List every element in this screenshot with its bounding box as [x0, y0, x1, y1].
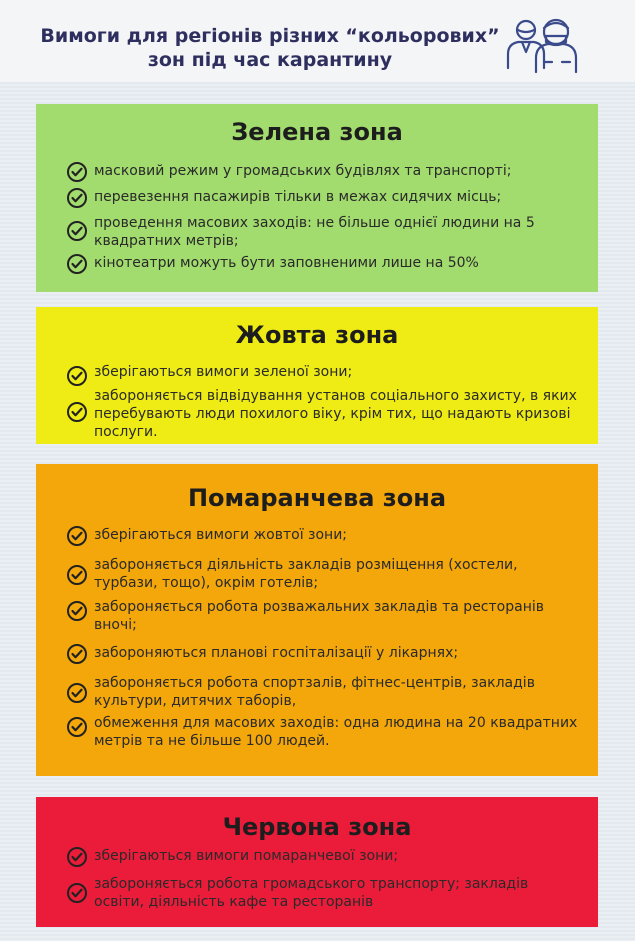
list-item: забороняється діяльність закладів розміщення (хостели, турбази, тощо), окрім готелів;	[66, 556, 580, 592]
green-zone-title: Зелена зона	[231, 118, 403, 146]
check-circle-icon	[66, 846, 88, 868]
yellow-zone-title: Жовта зона	[235, 321, 399, 349]
check-circle-icon	[66, 253, 88, 275]
check-circle-icon	[66, 564, 88, 586]
list-item: забороняються планові госпіталізації у лікарнях;	[66, 644, 580, 662]
check-circle-icon	[66, 600, 88, 622]
page-title	[30, 24, 510, 72]
check-circle-icon	[66, 161, 88, 183]
list-item: забороняється робота громадського транспорту; закладів освіти, діяльність кафе та ресторанів	[66, 875, 580, 911]
people-in-masks-icon	[500, 10, 590, 78]
list-item: масковий режим у громадських будівлях та транспорті;	[66, 162, 580, 180]
red-zone-title: Червона зона	[222, 813, 412, 841]
red-zone-card	[36, 797, 598, 927]
check-circle-icon	[66, 401, 88, 423]
list-item: зберігаються вимоги помаранчевої зони;	[66, 847, 580, 865]
list-item: забороняється робота спортзалів, фітнес-центрів, закладів культури, дитячих таборів,	[66, 674, 580, 710]
check-circle-icon	[66, 643, 88, 665]
check-circle-icon	[66, 682, 88, 704]
orange-zone-card	[36, 464, 598, 776]
list-item: зберігаються вимоги жовтої зони;	[66, 526, 580, 544]
yellow-zone-card	[36, 307, 598, 444]
list-item: забороняється робота розважальних закладів та ресторанів вночі;	[66, 598, 580, 634]
check-circle-icon	[66, 220, 88, 242]
list-item: забороняється відвідування установ соціального захисту, в яких перебувають люди похилого віку, крім тих, що надають кризові послуги.	[66, 387, 580, 441]
page-title-line-1: Вимоги для регіонів різних “кольорових”	[40, 25, 500, 47]
list-item: перевезення пасажирів тільки в межах сидячих місць;	[66, 188, 580, 206]
page-title-line-2: зон під час карантину	[147, 49, 393, 71]
green-zone-card	[36, 104, 598, 292]
orange-zone-title: Помаранчева зона	[187, 484, 447, 512]
list-item: зберігаються вимоги зеленої зони;	[66, 363, 580, 381]
list-item: кінотеатри можуть бути заповненими лише на 50%	[66, 254, 580, 272]
check-circle-icon	[66, 525, 88, 547]
check-circle-icon	[66, 882, 88, 904]
list-item: проведення масових заходів: не більше однієї людини на 5 квадратних метрів;	[66, 214, 580, 250]
check-circle-icon	[66, 187, 88, 209]
check-circle-icon	[66, 365, 88, 387]
header	[0, 0, 635, 82]
check-circle-icon	[66, 716, 88, 738]
list-item: обмеження для масових заходів: одна людина на 20 квадратних метрів та не більше 100 людей.	[66, 714, 580, 750]
